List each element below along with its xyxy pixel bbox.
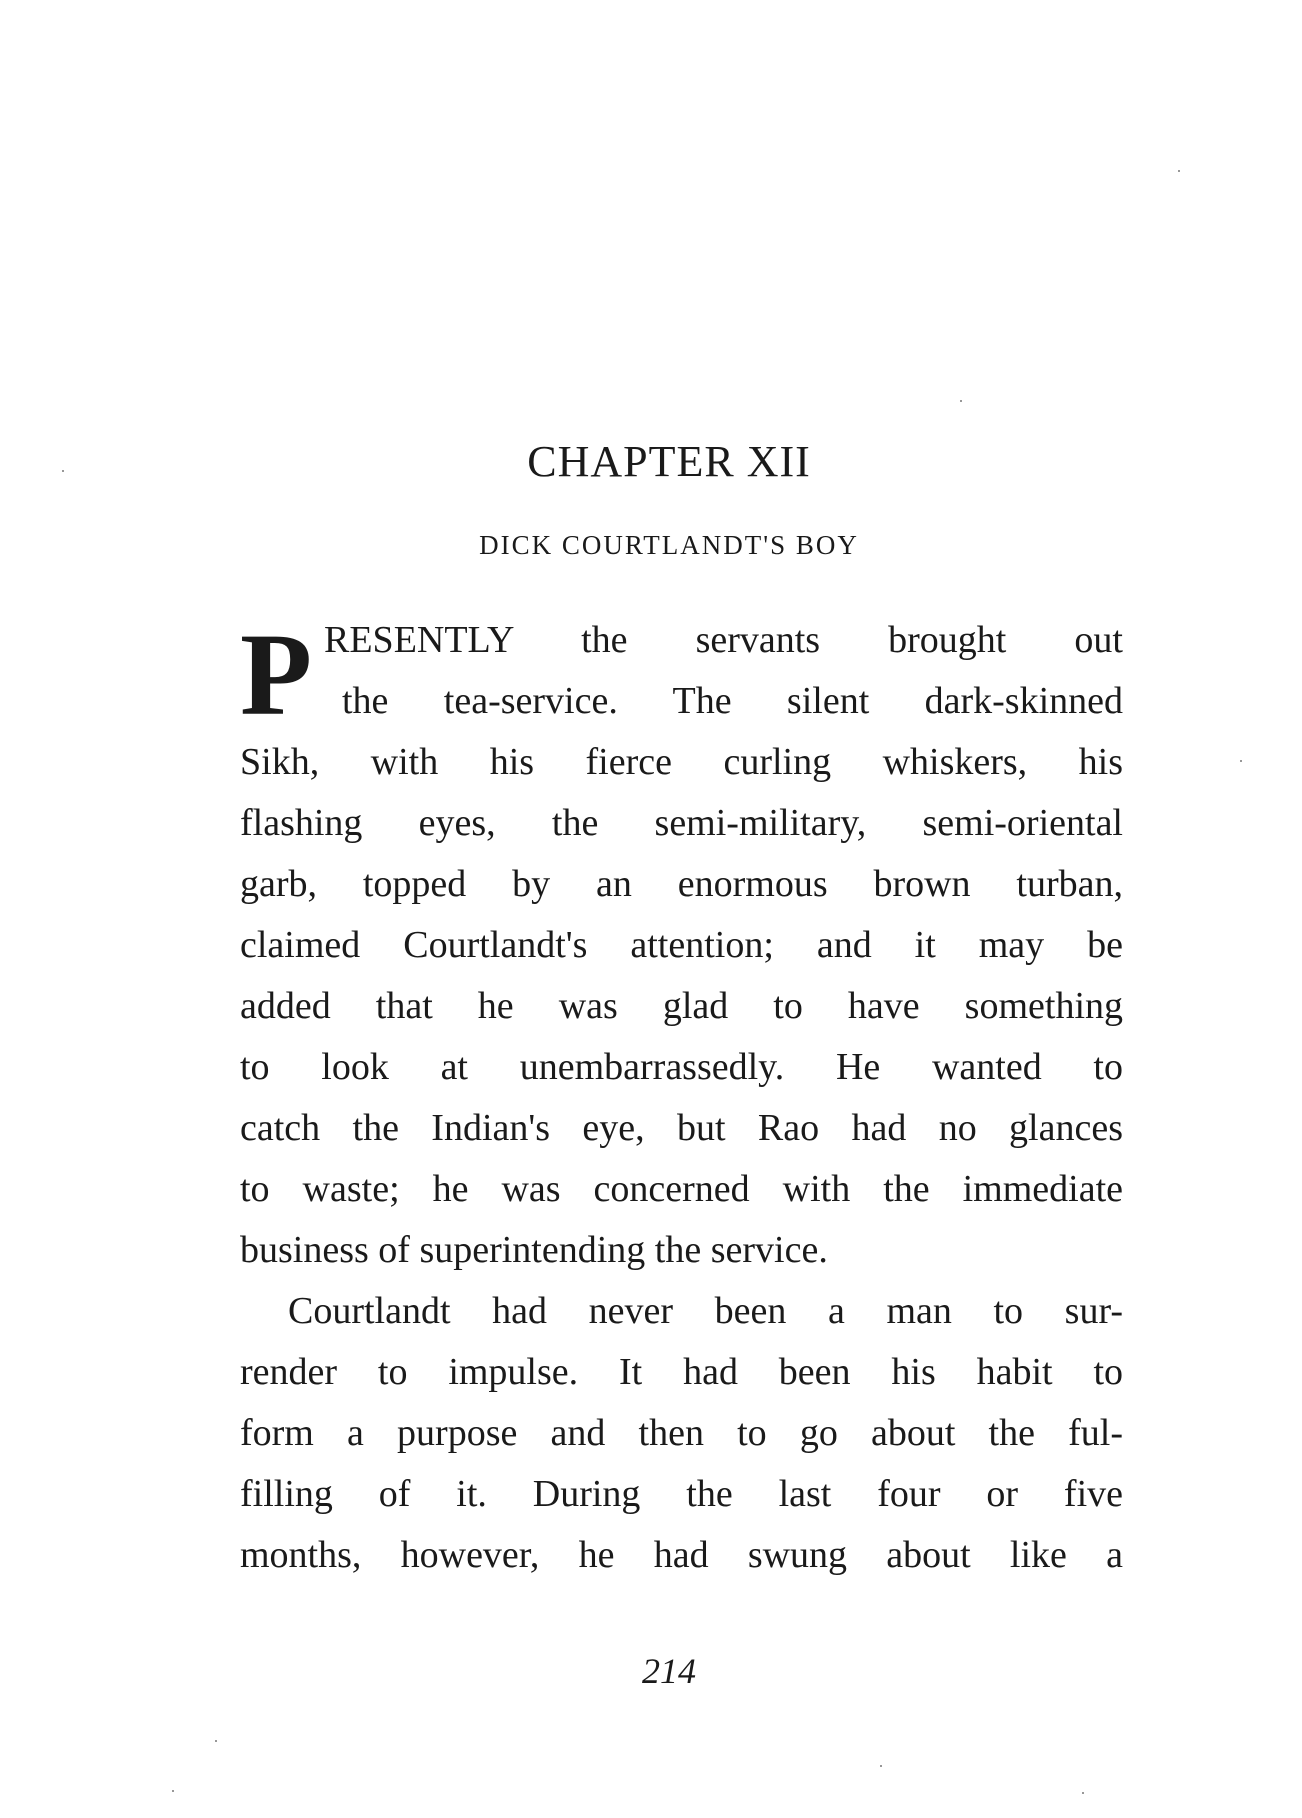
paper-speck: [1240, 760, 1242, 762]
text-line: Courtlandt had never been a man to sur-: [288, 1290, 1123, 1332]
paper-speck: [1178, 170, 1180, 172]
paper-speck: [880, 1765, 882, 1767]
text-line: claimed Courtlandt's attention; and it may be: [240, 924, 1123, 966]
text-line: render to impulse. It had been his habit to: [240, 1351, 1123, 1393]
paper-speck: [1082, 1792, 1084, 1794]
text-line: garb, topped by an enormous brown turban,: [240, 863, 1123, 905]
text-line: RESENTLY the servants brought out: [324, 619, 1123, 661]
text-line: added that he was glad to have something: [240, 985, 1123, 1027]
body-text: [240, 610, 1123, 1586]
paper-speck: [62, 470, 64, 472]
text-line: catch the Indian's eye, but Rao had no glances: [240, 1107, 1123, 1149]
text-line: months, however, he had swung about like a: [240, 1534, 1123, 1576]
paper-speck: [960, 400, 962, 402]
page-number: 214: [642, 1651, 696, 1691]
text-line: form a purpose and then to go about the ful-: [240, 1412, 1123, 1454]
text-line: to look at unembarrassedly. He wanted to: [240, 1046, 1123, 1088]
paper-speck: [172, 1790, 174, 1792]
text-line: the tea-service. The silent dark-skinned: [342, 680, 1123, 722]
paper-speck: [215, 1740, 217, 1742]
chapter-heading: CHAPTER XII: [527, 437, 811, 486]
chapter-subtitle: DICK COURTLANDT'S BOY: [479, 530, 859, 560]
text-line: business of superintending the service.: [240, 1229, 828, 1271]
text-line: flashing eyes, the semi-military, semi-oriental: [240, 802, 1123, 844]
text-line: Sikh, with his fierce curling whiskers, his: [240, 741, 1123, 783]
text-line: filling of it. During the last four or five: [240, 1473, 1123, 1515]
drop-cap: P: [240, 609, 313, 740]
text-line: to waste; he was concerned with the immediate: [240, 1168, 1123, 1210]
